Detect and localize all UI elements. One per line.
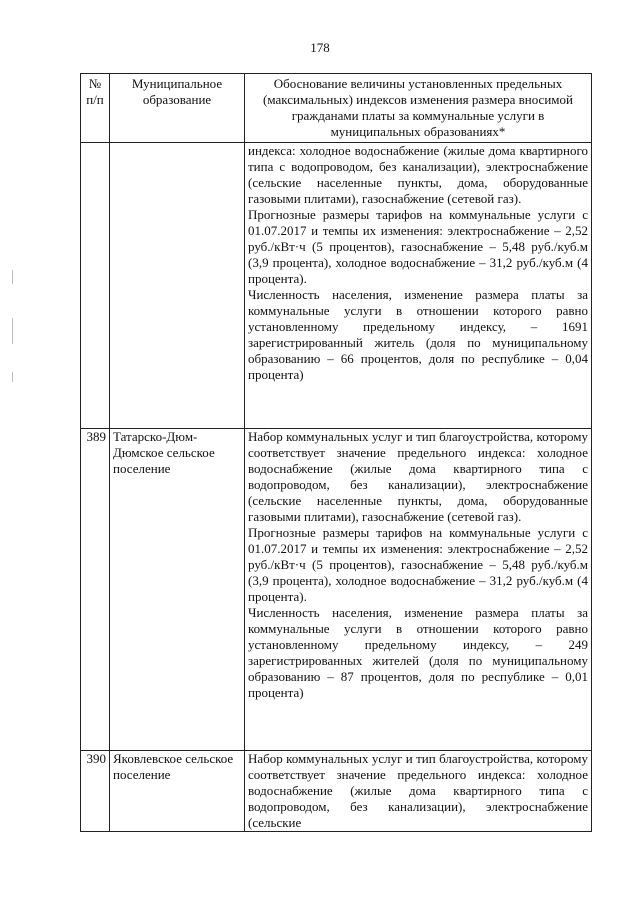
paragraph: индекса: холодное водоснабжение (жилые дома квартирного типа с водопроводом, без канализации), электроснабжение (сельские населенные пункты, дома, оборудованные газовыми плитами), газоснабжение (сетевой газ). <box>248 143 588 206</box>
scan-artifact <box>12 372 13 382</box>
justification-cell <box>245 751 592 832</box>
header-justification: Обоснование величины установленных предельных (максимальных) индексов изменения размера вносимой гражданами платы за коммунальные услуги в муниципальных образованиях* <box>245 74 592 143</box>
page-number: 178 <box>310 40 330 55</box>
scan-artifact <box>12 318 13 344</box>
row-number: 390 <box>81 751 110 832</box>
paragraph: Численность населения, изменение размера платы за коммунальные услуги в отношении которого равно установленному предельному индексу, – 1691 зарегистрированный житель (доля по муниципальному образованию – 66 процентов, доля по республике – 0,04 процента) <box>248 287 588 382</box>
municipality-name: Татарско-Дюм-Дюмское сельское поселение <box>110 429 245 751</box>
table-header-row <box>81 74 592 143</box>
paragraph: Прогнозные размеры тарифов на коммунальные услуги с 01.07.2017 и темпы их изменения: электроснабжение – 2,52 руб./кВт·ч (5 процентов), газоснабжение – 5,48 руб./куб.м (3,9 процента), холодное водоснабжение – 31,2 руб./куб.м (4 процента). <box>248 525 588 604</box>
municipality-name: Яковлевское сельское поселение <box>110 751 245 832</box>
header-num: № п/п <box>81 74 110 143</box>
header-municipality: Муниципальное образование <box>110 74 245 143</box>
paragraph: Набор коммунальных услуг и тип благоустройства, которому соответствует значение предельного индекса: холодное водоснабжение (жилые дома квартирного типа с водопроводом, без канализации), электроснабжение (сельские <box>248 751 588 830</box>
table-row <box>81 143 592 429</box>
paragraph: Численность населения, изменение размера платы за коммунальные услуги в отношении которого равно установленному предельному индексу, – 249 зарегистрированных жителей (доля по муниципальному образованию – 87 процентов, доля по республике – 0,01 процента) <box>248 605 588 700</box>
paragraph: Прогнозные размеры тарифов на коммунальные услуги с 01.07.2017 и темпы их изменения: электроснабжение – 2,52 руб./кВт·ч (5 процентов), газоснабжение – 5,48 руб./куб.м (3,9 процента), холодное водоснабжение – 31,2 руб./куб.м (4 процента). <box>248 207 588 286</box>
table-row <box>81 751 592 832</box>
justification-cell <box>245 143 592 429</box>
justification-cell <box>245 429 592 751</box>
scan-artifact <box>12 270 13 284</box>
row-number: 389 <box>81 429 110 751</box>
row-number <box>81 143 110 429</box>
tariff-table <box>80 73 592 832</box>
municipality-name <box>110 143 245 429</box>
paragraph: Набор коммунальных услуг и тип благоустройства, которому соответствует значение предельного индекса: холодное водоснабжение (жилые дома квартирного типа с водопроводом, без канализации), электроснабжение (сельские населенные пункты, дома, оборудованные газовыми плитами), газоснабжение (сетевой газ). <box>248 429 588 524</box>
table-row <box>81 429 592 751</box>
